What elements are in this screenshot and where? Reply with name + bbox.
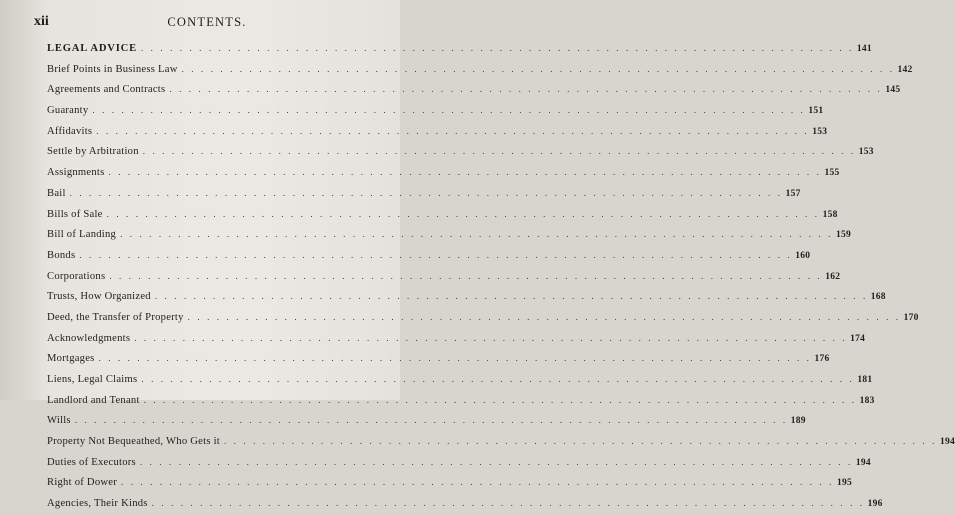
dot-leader	[75, 410, 788, 431]
entry-title: Bonds	[47, 249, 76, 261]
page-number: xii	[34, 14, 49, 29]
entry-page-number: 194	[855, 457, 871, 468]
contents-entry	[47, 38, 872, 59]
entry-page-number: 153	[858, 147, 874, 158]
dot-leader	[155, 286, 868, 307]
entry-page-number: 189	[790, 416, 806, 427]
entry-title: Corporations	[47, 270, 106, 282]
entry-page-number: 158	[822, 209, 838, 220]
entry-page-number: 145	[885, 85, 901, 96]
entry-page-number: 157	[785, 188, 801, 199]
entry-page-number: 183	[859, 395, 875, 406]
entry-title: Trusts, How Organized	[47, 291, 151, 303]
entry-title: Deed, the Transfer of Property	[47, 311, 184, 323]
contents-entry	[47, 79, 901, 100]
contents-entry	[47, 328, 866, 349]
entry-title: Settle by Arbitration	[47, 146, 139, 158]
entry-page-number: 181	[857, 375, 873, 385]
entry-title: Agencies, Their Kinds	[47, 498, 148, 510]
entry-page-number: 168	[870, 292, 886, 303]
dot-leader	[169, 79, 882, 100]
dot-leader	[140, 452, 853, 473]
entry-page-number: 162	[825, 271, 841, 282]
contents-entry	[47, 59, 913, 80]
contents-entry	[47, 266, 841, 287]
entry-page-number: 176	[814, 354, 830, 365]
dot-leader	[70, 183, 783, 204]
entry-page-number: 194	[939, 437, 955, 448]
entry-title: Bills of Sale	[47, 208, 103, 220]
entry-page-number: 151	[808, 106, 824, 117]
entry-title: Landlord and Tenant	[47, 394, 140, 406]
contents-entry	[47, 472, 852, 493]
dot-leader	[92, 100, 805, 121]
dot-leader	[109, 162, 822, 183]
entry-page-number: 153	[812, 126, 828, 137]
entry-page-number: 141	[856, 44, 872, 54]
entry-page-number: 155	[824, 168, 840, 179]
dot-leader	[107, 204, 820, 225]
page-title: CONTENTS.	[167, 15, 247, 29]
contents-entry	[47, 493, 883, 514]
entry-title: Assignments	[47, 167, 105, 179]
dot-leader	[99, 348, 812, 369]
entry-page-number: 160	[795, 250, 811, 261]
dot-leader	[182, 59, 895, 80]
dot-leader	[134, 328, 847, 349]
entry-page-number: 159	[836, 230, 852, 241]
contents-entry	[47, 204, 838, 225]
contents-entry	[47, 100, 824, 121]
dot-leader	[96, 121, 809, 142]
contents-entry	[47, 162, 840, 183]
entry-title: Acknowledgments	[47, 332, 131, 344]
dot-leader	[141, 369, 854, 390]
dot-leader	[120, 224, 833, 245]
dot-leader	[141, 38, 854, 59]
contents-entry	[47, 390, 875, 411]
entry-title: Liens, Legal Claims	[47, 374, 138, 385]
page-header	[34, 14, 380, 32]
contents-entry	[47, 183, 801, 204]
entry-title: Right of Dower	[47, 477, 117, 489]
entry-page-number: 195	[836, 478, 852, 489]
entry-title: Property Not Bequeathed, Who Gets it	[47, 436, 220, 448]
contents-entry	[47, 286, 886, 307]
dot-leader	[109, 266, 822, 287]
dot-leader	[143, 141, 856, 162]
dot-leader	[224, 431, 937, 452]
entry-title: Wills	[47, 415, 71, 427]
entry-title: Guaranty	[47, 105, 89, 117]
contents-entry	[47, 307, 919, 328]
entry-page-number: 174	[850, 333, 866, 344]
entry-title: Duties of Executors	[47, 456, 136, 468]
contents-entry	[47, 431, 955, 452]
entry-title: Agreements and Contracts	[47, 84, 166, 96]
contents-entry	[47, 348, 830, 369]
entry-page-number: 196	[867, 499, 883, 510]
dot-leader	[144, 390, 857, 411]
dot-leader	[188, 307, 901, 328]
contents-entry	[47, 245, 811, 266]
entry-title: Bail	[47, 187, 66, 199]
contents-entry	[47, 452, 871, 473]
dot-leader	[121, 472, 834, 493]
entry-title: Brief Points in Business Law	[47, 63, 178, 75]
dot-leader	[152, 493, 865, 514]
contents-list	[47, 38, 955, 514]
contents-entry	[47, 224, 852, 245]
entry-page-number: 170	[903, 312, 919, 323]
contents-entry	[47, 121, 828, 142]
entry-title: LEGAL ADVICE	[47, 43, 137, 54]
contents-entry	[47, 410, 806, 431]
contents-entry	[47, 369, 873, 390]
entry-page-number: 142	[897, 64, 913, 75]
entry-title: Mortgages	[47, 353, 95, 365]
dot-leader	[79, 245, 792, 266]
entry-title: Affidavits	[47, 125, 93, 137]
entry-title: Bill of Landing	[47, 229, 117, 241]
contents-entry	[47, 141, 874, 162]
